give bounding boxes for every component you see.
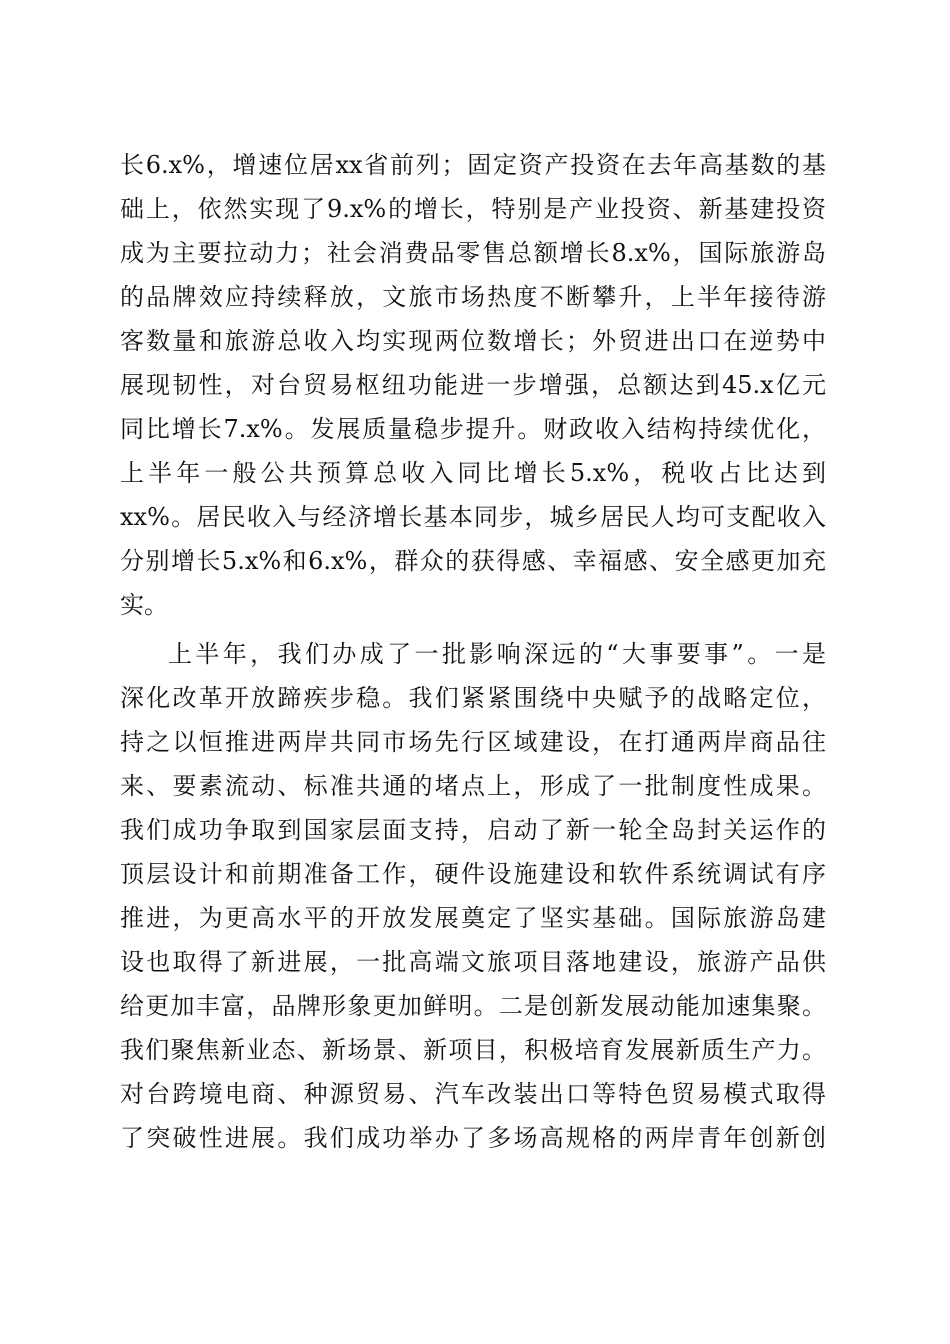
paragraph-2 (120, 636, 826, 1164)
text-line: 我们成功争取到国家层面支持，启动了新一轮全岛封关运作的 (120, 816, 826, 844)
text-line: 对台跨境电商、种源贸易、汽车改装出口等特色贸易模式取得 (120, 1080, 826, 1108)
text-line: 分别增长5.x%和6.x%，群众的获得感、幸福感、安全感更加充 (120, 547, 826, 575)
text-line: 我们聚焦新业态、新场景、新项目，积极培育发展新质生产力。 (120, 1036, 826, 1064)
text-line: 同比增长7.x%。发展质量稳步提升。财政收入结构持续优化， (120, 415, 826, 443)
text-line: 顶层设计和前期准备工作，硬件设施建设和软件系统调试有序 (120, 860, 826, 888)
text-line: 成为主要拉动力；社会消费品零售总额增长8.x%，国际旅游岛 (120, 239, 826, 267)
text-line: 设也取得了新进展，一批高端文旅项目落地建设，旅游产品供 (120, 948, 826, 976)
text-line: 深化改革开放蹄疾步稳。我们紧紧围绕中央赋予的战略定位， (120, 684, 826, 712)
text-line: 推进，为更高水平的开放发展奠定了坚实基础。国际旅游岛建 (120, 904, 826, 932)
text-line: 实。 (120, 591, 168, 619)
text-line: 础上，依然实现了9.x%的增长，特别是产业投资、新基建投资 (120, 195, 826, 223)
text-line: xx%。居民收入与经济增长基本同步，城乡居民人均可支配收入 (120, 503, 826, 531)
text-line: 上半年，我们办成了一批影响深远的“大事要事”。一是 (168, 640, 826, 668)
paragraph-1 (120, 147, 826, 631)
text-line: 客数量和旅游总收入均实现两位数增长；外贸进出口在逆势中 (120, 327, 826, 355)
text-line: 了突破性进展。我们成功举办了多场高规格的两岸青年创新创 (120, 1124, 826, 1152)
text-line: 的品牌效应持续释放，文旅市场热度不断攀升，上半年接待游 (120, 283, 826, 311)
text-line: 持之以恒推进两岸共同市场先行区域建设，在打通两岸商品往 (120, 728, 826, 756)
document-body (120, 147, 826, 1164)
text-line: 来、要素流动、标准共通的堵点上，形成了一批制度性成果。 (120, 772, 826, 800)
text-line: 上半年一般公共预算总收入同比增长5.x%，税收占比达到 (120, 459, 826, 487)
text-line: 展现韧性，对台贸易枢纽功能进一步增强，总额达到45.x亿元 (120, 371, 826, 399)
text-line: 给更加丰富，品牌形象更加鲜明。二是创新发展动能加速集聚。 (120, 992, 826, 1020)
text-line: 长6.x%，增速位居xx省前列；固定资产投资在去年高基数的基 (120, 151, 826, 179)
